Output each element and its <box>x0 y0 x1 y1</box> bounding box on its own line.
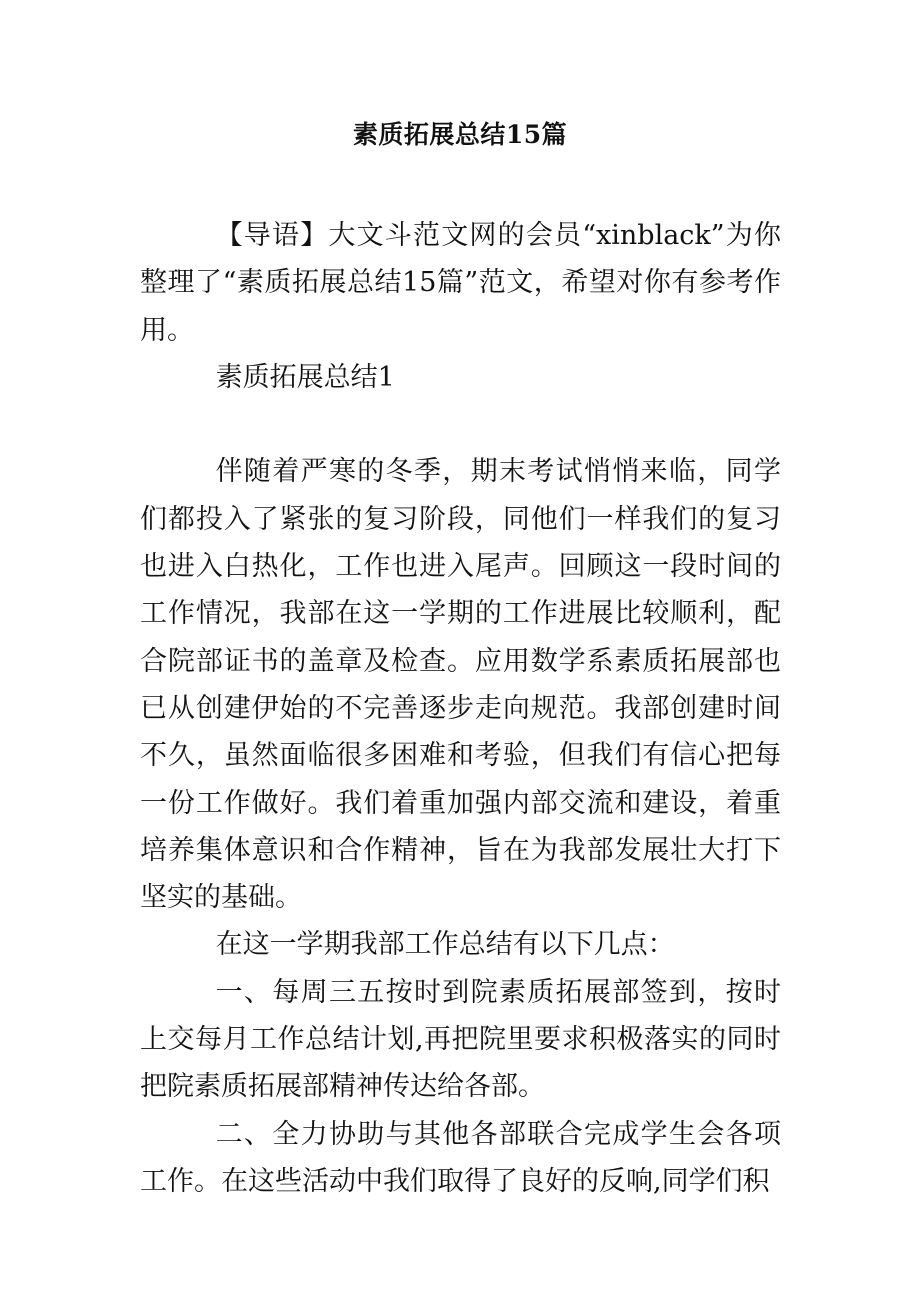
document-body <box>140 212 781 1205</box>
intro-paragraph: 【导语】大文斗范文网的会员“xinblack”为你整理了“素质拓展总结15篇”范文，希望对你有参考作用。 <box>140 220 781 346</box>
blank-line <box>140 401 781 448</box>
body-paragraph: 在这一学期我部工作总结有以下几点： <box>215 929 675 961</box>
document-title: 素质拓展总结15篇 <box>352 120 568 149</box>
body-paragraph: 伴随着严寒的冬季，期末考试悄悄来临，同学们都投入了紧张的复习阶段，同他们一样我们的复习也进入白热化，工作也进入尾声。回顾这一段时间的工作情况，我部在这一学期的工作进展比较顺利，配合院部证书的盖章及检查。应用数学系素质拓展部也已从创建伊始的不完善逐步走向规范。我部创建时间不久，虽然面临很多困难和考验，但我们有信心把每一份工作做好。我们着重加强内部交流和建设，着重培养集体意识和合作精神，旨在为我部发展壮大打下坚实的基础。 <box>140 456 781 914</box>
body-paragraph: 一、每周三五按时到院素质拓展部签到，按时上交每月工作总结计划,再把院里要求积极落实的同时把院素质拓展部精神传达给各部。 <box>140 976 781 1103</box>
body-paragraph: 二、全力协助与其他各部联合完成学生会各项工作。在这些活动中我们取得了良好的反响,同学们积 <box>140 1118 781 1197</box>
section-heading: 素质拓展总结1 <box>215 361 395 393</box>
